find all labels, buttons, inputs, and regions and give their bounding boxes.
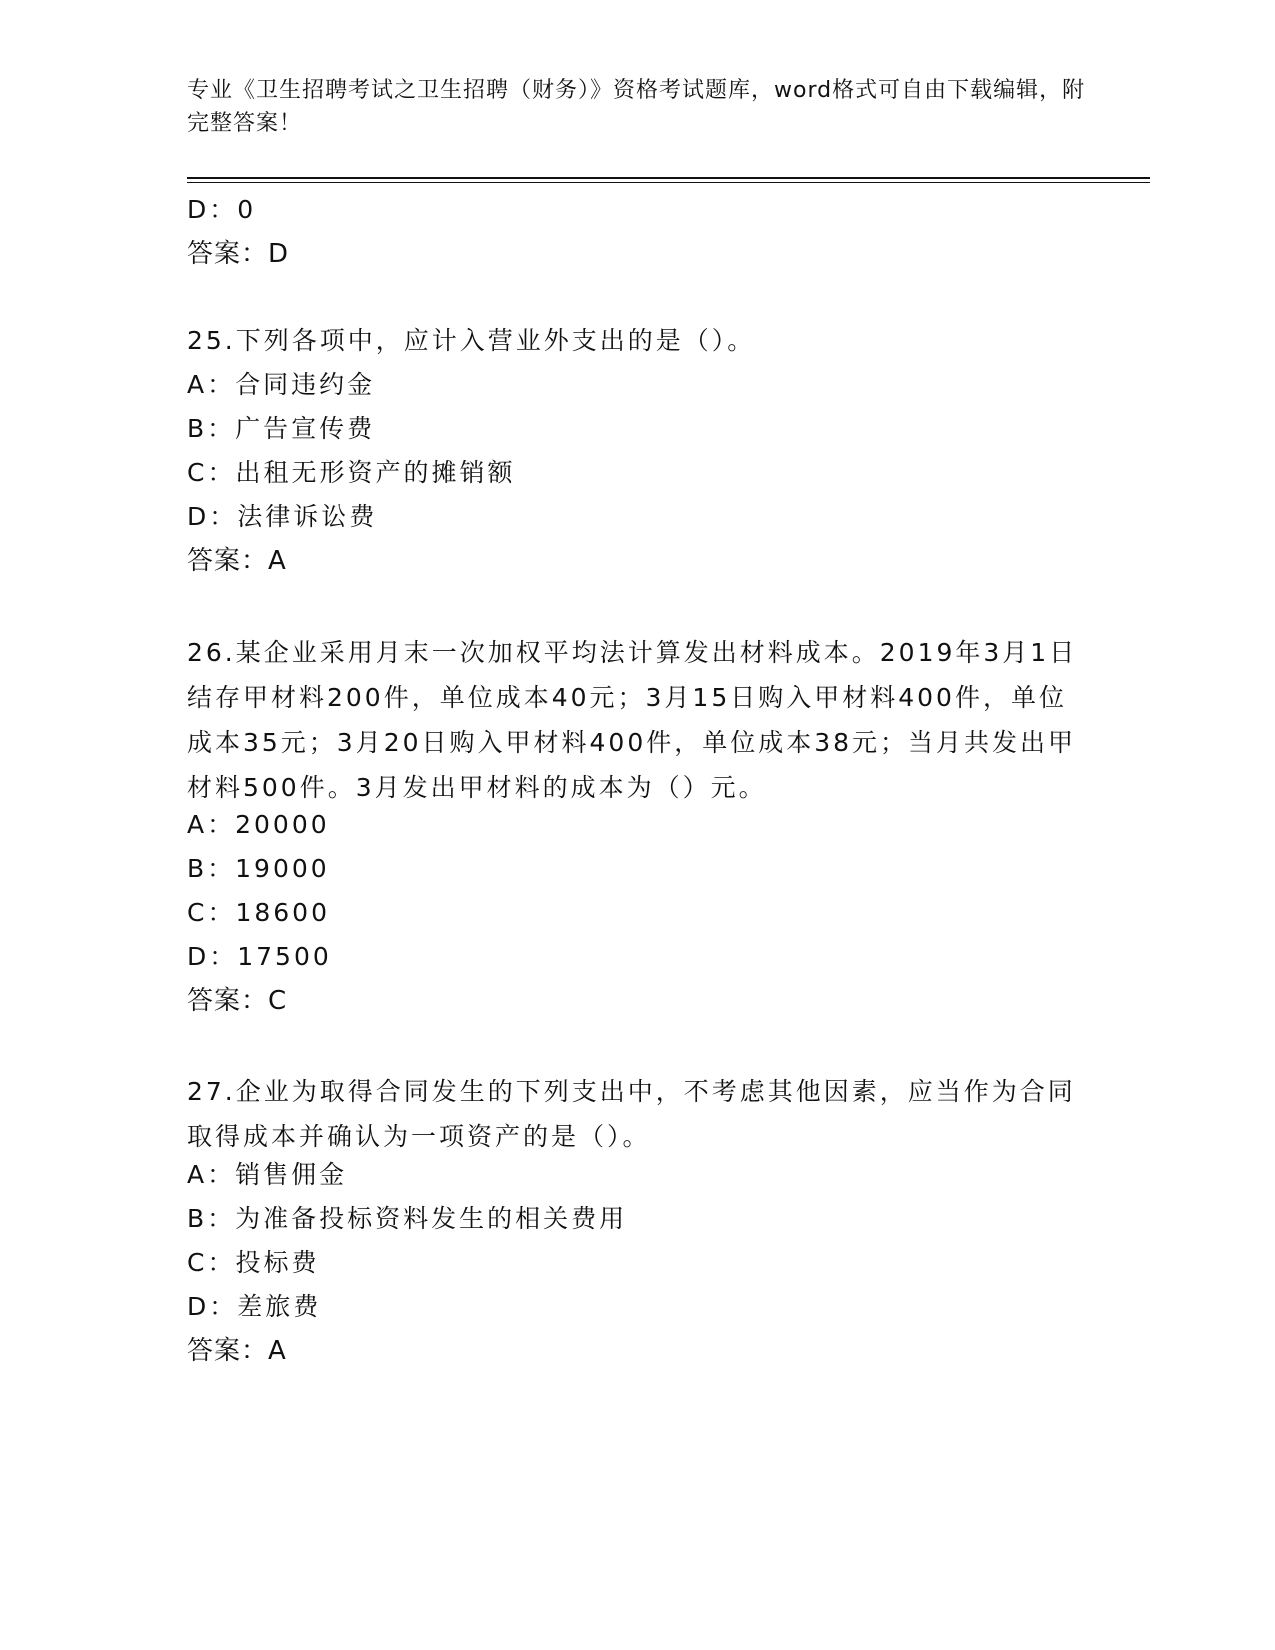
q25-option-a: A：合同违约金: [187, 370, 376, 399]
q27-option-b: B：为准备投标资料发生的相关费用: [187, 1204, 628, 1233]
q27-stem: 27.企业为取得合同发生的下列支出中，不考虑其他因素，应当作为合同取得成本并确认为一项资产的是（）。: [187, 1077, 1076, 1151]
prev-answer: 答案：D: [187, 239, 290, 269]
q25-answer: 答案：A: [187, 546, 287, 576]
header-divider-thick: [187, 177, 1150, 179]
q26-stem: 26.某企业采用月末一次加权平均法计算发出材料成本。2019年3月1日结存甲材料200件，单位成本40元；3月15日购入甲材料400件，单位成本35元；3月20日购入甲材料400件，单位成本38元；当月共发出甲材料500件。3月发出甲材料的成本为（）元。: [187, 638, 1078, 802]
q26-option-a: A：20000: [187, 810, 330, 839]
q27-option-a: A：销售佣金: [187, 1160, 348, 1189]
header-divider-thin: [187, 182, 1150, 183]
prev-option-d: D：0: [187, 195, 257, 224]
q25-option-d: D：法律诉讼费: [187, 502, 378, 531]
q26-answer: 答案：C: [187, 986, 288, 1016]
q25-option-c: C：出租无形资产的摊销额: [187, 458, 516, 487]
document-header: 专业《卫生招聘考试之卫生招聘（财务）》资格考试题库，word格式可自由下载编辑，附完整答案！: [187, 78, 1086, 136]
q26-option-b: B：19000: [187, 854, 330, 883]
q27-option-d: D：差旅费: [187, 1292, 322, 1321]
q27-option-c: C：投标费: [187, 1248, 320, 1277]
q27-answer: 答案：A: [187, 1336, 287, 1366]
q26-option-d: D：17500: [187, 942, 332, 971]
q25-stem: 25.下列各项中，应计入营业外支出的是（）。: [187, 326, 756, 355]
q25-option-b: B：广告宣传费: [187, 414, 376, 443]
q26-option-c: C：18600: [187, 898, 330, 927]
